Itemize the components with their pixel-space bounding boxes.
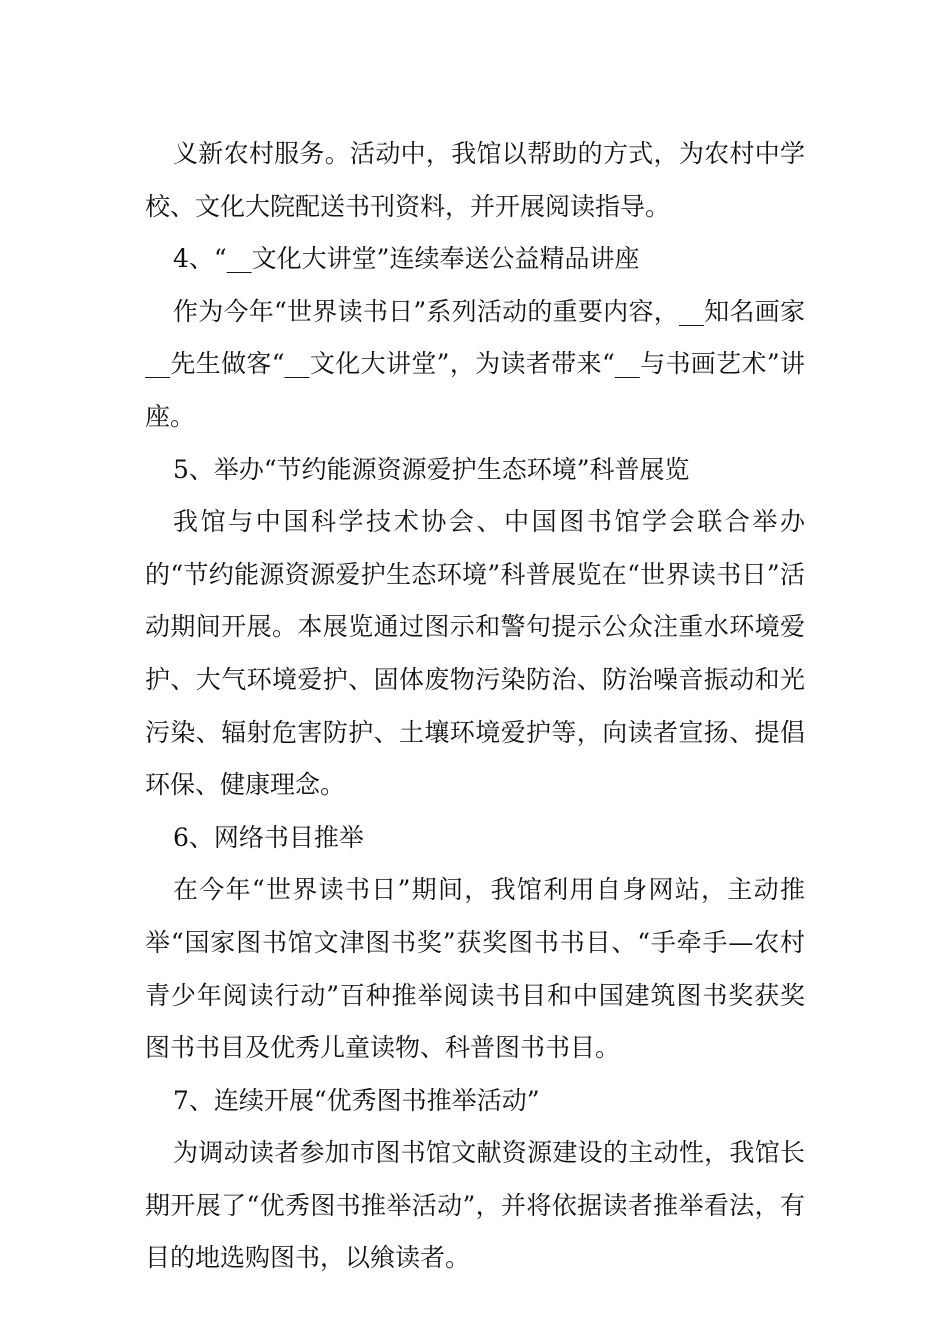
section-heading-7: 7、连续开展“优秀图书推举活动” [173,1085,540,1115]
section-heading-4: 4、“__文化大讲堂”连续奉送公益精品讲座 [173,244,640,274]
paragraph-book-recommendation: 为调动读者参加市图书馆文献资源建设的主动性，我馆长期开展了“优秀图书推举活动”，并将依据读者推举看法，有目的地选购图书，以飨读者。 [145,1138,805,1273]
paragraph-rural-service: 义新农村服务。活动中，我馆以帮助的方式，为农村中学校、文化大院配送书刊资料，并开展阅读指导。 [145,139,805,221]
document-body [145,128,805,1285]
paragraph-online-booklist: 在今年“世界读书日”期间，我馆利用自身网站，主动推举“国家图书馆文津图书奖”获奖图书书目、“手牵手—农村青少年阅读行动”百种推举阅读书目和中国建筑图书奖获奖图书书目及优秀儿童读物、科普图书书目。 [145,875,805,1063]
paragraph-lecture: 作为今年“世界读书日”系列活动的重要内容，__知名画家__先生做客“__文化大讲堂”，为读者带来“__与书画艺术”讲座。 [145,296,805,431]
paragraph-exhibition: 我馆与中国科学技术协会、中国图书馆学会联合举办的“节约能源资源爱护生态环境”科普展览在“世界读书日”活动期间开展。本展览通过图示和警句提示公众注重水环境爱护、大气环境爱护、固体废物污染防治、防治噪音振动和光污染、辐射危害防护、土壤环境爱护等，向读者宣扬、提倡环保、健康理念。 [145,507,805,800]
section-heading-6: 6、网络书目推举 [173,822,364,852]
section-heading-5: 5、举办“节约能源资源爱护生态环境”科普展览 [173,454,690,484]
